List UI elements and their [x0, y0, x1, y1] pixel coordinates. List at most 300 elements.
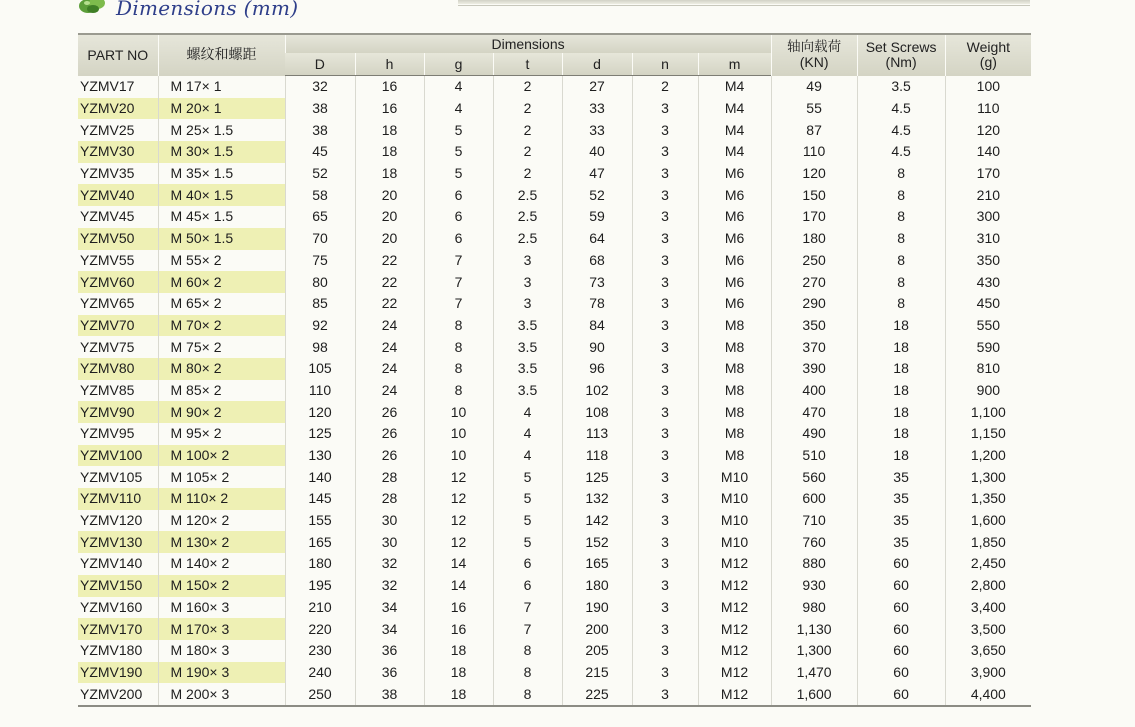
- cell-t: 8: [493, 640, 562, 662]
- cell-set-screws: 3.5: [857, 76, 945, 98]
- cell-D: 230: [285, 640, 355, 662]
- cell-D: 65: [285, 206, 355, 228]
- cell-thread: M 40× 1.5: [158, 184, 285, 206]
- col-header-axial-load: [771, 34, 857, 76]
- cell-set-screws: 18: [857, 423, 945, 445]
- cell-d: 125: [562, 466, 632, 488]
- cell-t: 6: [493, 553, 562, 575]
- cell-D: 120: [285, 401, 355, 423]
- cell-D: 45: [285, 141, 355, 163]
- cell-set-screws: 8: [857, 271, 945, 293]
- table-row: [78, 228, 1031, 250]
- cell-set-screws: 4.5: [857, 98, 945, 120]
- cell-weight: 3,500: [945, 618, 1031, 640]
- cell-set-screws: 4.5: [857, 141, 945, 163]
- cell-d: 108: [562, 401, 632, 423]
- table-row: [78, 315, 1031, 337]
- cell-weight: 110: [945, 98, 1031, 120]
- cell-thread: M 160× 3: [158, 597, 285, 619]
- table-row: [78, 488, 1031, 510]
- cell-thread: M 140× 2: [158, 553, 285, 575]
- cell-n: 3: [632, 119, 698, 141]
- table-row: [78, 575, 1031, 597]
- cell-d: 200: [562, 618, 632, 640]
- cell-D: 32: [285, 76, 355, 98]
- cell-n: 3: [632, 293, 698, 315]
- cell-h: 38: [355, 683, 424, 706]
- table-row: [78, 271, 1031, 293]
- cell-t: 5: [493, 531, 562, 553]
- cell-d: 64: [562, 228, 632, 250]
- cell-n: 3: [632, 380, 698, 402]
- cell-m: M6: [698, 250, 771, 272]
- cell-weight: 120: [945, 119, 1031, 141]
- col-header-d: d: [562, 53, 632, 76]
- cell-d: 33: [562, 119, 632, 141]
- cell-g: 10: [424, 401, 493, 423]
- col-header-h: h: [355, 53, 424, 76]
- cell-g: 8: [424, 336, 493, 358]
- cell-t: 7: [493, 618, 562, 640]
- cell-part-no: YZMV50: [78, 228, 158, 250]
- cell-thread: M 65× 2: [158, 293, 285, 315]
- table-row: [78, 141, 1031, 163]
- cell-part-no: YZMV190: [78, 662, 158, 684]
- col-header-D: D: [285, 53, 355, 76]
- cell-t: 4: [493, 423, 562, 445]
- cell-d: 47: [562, 163, 632, 185]
- cell-thread: M 17× 1: [158, 76, 285, 98]
- cell-axial-load: 110: [771, 141, 857, 163]
- cell-h: 32: [355, 553, 424, 575]
- cell-d: 52: [562, 184, 632, 206]
- cell-part-no: YZMV70: [78, 315, 158, 337]
- cell-t: 8: [493, 683, 562, 706]
- cell-set-screws: 60: [857, 640, 945, 662]
- cell-weight: 1,350: [945, 488, 1031, 510]
- cell-D: 92: [285, 315, 355, 337]
- cell-part-no: YZMV90: [78, 401, 158, 423]
- cell-axial-load: 150: [771, 184, 857, 206]
- top-divider-line: [458, 5, 1030, 6]
- table-row: [78, 510, 1031, 532]
- cell-t: 4: [493, 401, 562, 423]
- cell-d: 205: [562, 640, 632, 662]
- cell-axial-load: 930: [771, 575, 857, 597]
- cell-part-no: YZMV170: [78, 618, 158, 640]
- cell-set-screws: 18: [857, 380, 945, 402]
- cell-n: 3: [632, 575, 698, 597]
- set-screws-unit: (Nm): [885, 54, 917, 71]
- cell-axial-load: 510: [771, 445, 857, 467]
- cell-t: 3: [493, 250, 562, 272]
- cell-h: 30: [355, 531, 424, 553]
- table-row: [78, 466, 1031, 488]
- cell-g: 12: [424, 531, 493, 553]
- cell-thread: M 95× 2: [158, 423, 285, 445]
- cell-D: 195: [285, 575, 355, 597]
- cell-t: 2: [493, 98, 562, 120]
- cell-set-screws: 60: [857, 597, 945, 619]
- cell-n: 3: [632, 531, 698, 553]
- cell-h: 20: [355, 206, 424, 228]
- cell-weight: 450: [945, 293, 1031, 315]
- cell-h: 24: [355, 358, 424, 380]
- cell-set-screws: 35: [857, 531, 945, 553]
- cell-part-no: YZMV85: [80, 381, 135, 398]
- cell-d: 215: [562, 662, 632, 684]
- cell-thread: M 190× 3: [158, 662, 285, 684]
- cell-set-screws: 60: [857, 553, 945, 575]
- cell-weight: 430: [945, 271, 1031, 293]
- cell-thread: M 85× 2: [158, 380, 285, 402]
- cell-g: 8: [424, 380, 493, 402]
- cell-n: 3: [632, 228, 698, 250]
- cell-part-no: YZMV105: [80, 468, 143, 485]
- cell-D: 155: [285, 510, 355, 532]
- cell-d: 165: [562, 553, 632, 575]
- cell-m: M10: [698, 510, 771, 532]
- cell-g: 8: [424, 358, 493, 380]
- cell-D: 125: [285, 423, 355, 445]
- cell-h: 24: [355, 380, 424, 402]
- cell-axial-load: 710: [771, 510, 857, 532]
- cell-thread: M 130× 2: [158, 531, 285, 553]
- cell-m: M8: [698, 380, 771, 402]
- cell-weight: 210: [945, 184, 1031, 206]
- table-row: [78, 597, 1031, 619]
- cell-g: 7: [424, 271, 493, 293]
- cell-n: 3: [632, 271, 698, 293]
- cell-part-no: YZMV150: [78, 575, 158, 597]
- table-row: [78, 76, 1031, 98]
- table-row: [78, 380, 1031, 402]
- col-header-dimensions: Dimensions: [285, 34, 771, 53]
- cell-n: 3: [632, 510, 698, 532]
- cell-part-no: YZMV40: [78, 184, 158, 206]
- table-row: [78, 206, 1031, 228]
- cell-n: 2: [632, 76, 698, 98]
- header-row-top: [78, 34, 1031, 53]
- cell-g: 8: [424, 315, 493, 337]
- cell-h: 26: [355, 445, 424, 467]
- cell-weight: 1,850: [945, 531, 1031, 553]
- cell-set-screws: 18: [857, 336, 945, 358]
- cell-thread: M 180× 3: [158, 640, 285, 662]
- cell-part-no: YZMV20: [78, 98, 158, 120]
- cell-D: 220: [285, 618, 355, 640]
- cell-m: M12: [698, 683, 771, 706]
- cell-set-screws: 18: [857, 358, 945, 380]
- cell-h: 24: [355, 315, 424, 337]
- col-header-m: m: [698, 53, 771, 76]
- cell-part-no: YZMV160: [80, 598, 143, 615]
- cell-n: 3: [632, 640, 698, 662]
- axial-load-unit: (KN): [799, 54, 829, 71]
- cell-n: 3: [632, 184, 698, 206]
- cell-axial-load: 600: [771, 488, 857, 510]
- cell-part-no: YZMV17: [80, 78, 135, 95]
- cell-d: 180: [562, 575, 632, 597]
- cell-axial-load: 370: [771, 336, 857, 358]
- cell-h: 34: [355, 597, 424, 619]
- cell-weight: 1,300: [945, 466, 1031, 488]
- cell-d: 225: [562, 683, 632, 706]
- cell-h: 20: [355, 184, 424, 206]
- cell-thread: M 45× 1.5: [158, 206, 285, 228]
- cell-set-screws: 60: [857, 683, 945, 706]
- set-screws-label: Set Screws: [865, 39, 937, 56]
- cell-d: 84: [562, 315, 632, 337]
- col-header-set-screws: [857, 34, 945, 76]
- cell-part-no: YZMV25: [80, 121, 135, 138]
- cell-g: 6: [424, 228, 493, 250]
- cell-set-screws: 60: [857, 575, 945, 597]
- cell-part-no: YZMV75: [80, 338, 135, 355]
- cell-weight: 3,400: [945, 597, 1031, 619]
- cell-part-no: YZMV45: [80, 208, 135, 225]
- col-header-weight: [945, 34, 1031, 76]
- cell-t: 7: [493, 597, 562, 619]
- cell-D: 165: [285, 531, 355, 553]
- cell-D: 38: [285, 119, 355, 141]
- cell-n: 3: [632, 466, 698, 488]
- cell-axial-load: 290: [771, 293, 857, 315]
- cell-thread: M 75× 2: [158, 336, 285, 358]
- cell-n: 3: [632, 423, 698, 445]
- cell-d: 33: [562, 98, 632, 120]
- cell-weight: 1,200: [945, 445, 1031, 467]
- cell-t: 5: [493, 466, 562, 488]
- cell-m: M12: [698, 640, 771, 662]
- cell-m: M6: [698, 271, 771, 293]
- cell-g: 5: [424, 141, 493, 163]
- col-header-thread: 螺纹和螺距: [158, 34, 285, 76]
- cell-h: 28: [355, 488, 424, 510]
- cell-n: 3: [632, 488, 698, 510]
- cell-g: 16: [424, 597, 493, 619]
- cell-t: 5: [493, 510, 562, 532]
- cell-set-screws: 4.5: [857, 119, 945, 141]
- cell-axial-load: 180: [771, 228, 857, 250]
- cell-d: 40: [562, 141, 632, 163]
- cell-m: M12: [698, 575, 771, 597]
- cell-t: 2: [493, 119, 562, 141]
- cell-h: 22: [355, 250, 424, 272]
- table-row: [78, 98, 1031, 120]
- cell-m: M6: [698, 163, 771, 185]
- cell-axial-load: 120: [771, 163, 857, 185]
- cell-axial-load: 1,300: [771, 640, 857, 662]
- cell-thread: M 55× 2: [158, 250, 285, 272]
- cell-n: 3: [632, 358, 698, 380]
- cell-d: 142: [562, 510, 632, 532]
- cell-g: 6: [424, 206, 493, 228]
- cell-h: 18: [355, 119, 424, 141]
- cell-part-no: YZMV100: [78, 445, 158, 467]
- cell-D: 240: [285, 662, 355, 684]
- cell-set-screws: 18: [857, 315, 945, 337]
- cell-axial-load: 350: [771, 315, 857, 337]
- cell-set-screws: 8: [857, 163, 945, 185]
- cell-g: 16: [424, 618, 493, 640]
- cell-t: 5: [493, 488, 562, 510]
- cell-thread: M 110× 2: [158, 488, 285, 510]
- cell-g: 18: [424, 662, 493, 684]
- cell-g: 7: [424, 250, 493, 272]
- cell-n: 3: [632, 98, 698, 120]
- cell-n: 3: [632, 445, 698, 467]
- cell-D: 80: [285, 271, 355, 293]
- cell-h: 36: [355, 640, 424, 662]
- cell-part-no: YZMV120: [80, 512, 143, 529]
- cell-D: 140: [285, 466, 355, 488]
- cell-n: 3: [632, 401, 698, 423]
- cell-thread: M 30× 1.5: [158, 141, 285, 163]
- cell-weight: 100: [945, 76, 1031, 98]
- cell-t: 2.5: [493, 184, 562, 206]
- cell-D: 145: [285, 488, 355, 510]
- cell-n: 3: [632, 597, 698, 619]
- cell-d: 90: [562, 336, 632, 358]
- cell-set-screws: 35: [857, 510, 945, 532]
- cell-axial-load: 400: [771, 380, 857, 402]
- cell-m: M10: [698, 466, 771, 488]
- cell-h: 28: [355, 466, 424, 488]
- cell-part-no: YZMV110: [78, 488, 158, 510]
- col-header-n: n: [632, 53, 698, 76]
- cell-m: M12: [698, 618, 771, 640]
- cell-h: 20: [355, 228, 424, 250]
- cell-part-no: YZMV30: [78, 141, 158, 163]
- cell-m: M6: [698, 184, 771, 206]
- cell-D: 180: [285, 553, 355, 575]
- cell-n: 3: [632, 683, 698, 706]
- cell-t: 3.5: [493, 380, 562, 402]
- cell-D: 58: [285, 184, 355, 206]
- cell-d: 152: [562, 531, 632, 553]
- cell-D: 70: [285, 228, 355, 250]
- cell-g: 14: [424, 575, 493, 597]
- cell-thread: M 50× 1.5: [158, 228, 285, 250]
- cell-weight: 4,400: [945, 683, 1031, 706]
- cell-n: 3: [632, 336, 698, 358]
- cell-m: M12: [698, 597, 771, 619]
- table-row: [78, 618, 1031, 640]
- cell-t: 2.5: [493, 206, 562, 228]
- cell-h: 32: [355, 575, 424, 597]
- cell-weight: 900: [945, 380, 1031, 402]
- cell-thread: M 120× 2: [158, 510, 285, 532]
- top-divider: [458, 0, 1030, 4]
- cell-thread: M 200× 3: [158, 683, 285, 706]
- cell-t: 2: [493, 141, 562, 163]
- cell-thread: M 60× 2: [158, 271, 285, 293]
- cell-part-no: YZMV140: [80, 555, 143, 572]
- cell-g: 4: [424, 98, 493, 120]
- cell-g: 6: [424, 184, 493, 206]
- cell-weight: 140: [945, 141, 1031, 163]
- leaf-icon: [78, 0, 108, 18]
- cell-g: 14: [424, 553, 493, 575]
- cell-D: 52: [285, 163, 355, 185]
- cell-set-screws: 8: [857, 250, 945, 272]
- cell-m: M4: [698, 98, 771, 120]
- table-row: [78, 531, 1031, 553]
- cell-m: M12: [698, 553, 771, 575]
- cell-d: 190: [562, 597, 632, 619]
- cell-n: 3: [632, 553, 698, 575]
- cell-part-no: YZMV180: [80, 642, 143, 659]
- cell-m: M4: [698, 141, 771, 163]
- cell-t: 3.5: [493, 358, 562, 380]
- cell-part-no: YZMV35: [80, 165, 135, 182]
- table-row: [78, 184, 1031, 206]
- cell-thread: M 25× 1.5: [158, 119, 285, 141]
- cell-weight: 310: [945, 228, 1031, 250]
- cell-weight: 1,100: [945, 401, 1031, 423]
- cell-axial-load: 55: [771, 98, 857, 120]
- cell-axial-load: 880: [771, 553, 857, 575]
- cell-axial-load: 560: [771, 466, 857, 488]
- cell-D: 210: [285, 597, 355, 619]
- cell-g: 12: [424, 488, 493, 510]
- cell-D: 85: [285, 293, 355, 315]
- axial-load-label: 轴向载荷: [787, 39, 842, 56]
- cell-m: M6: [698, 228, 771, 250]
- cell-t: 2: [493, 163, 562, 185]
- cell-n: 3: [632, 618, 698, 640]
- cell-thread: M 35× 1.5: [158, 163, 285, 185]
- cell-set-screws: 8: [857, 293, 945, 315]
- cell-g: 10: [424, 423, 493, 445]
- cell-set-screws: 8: [857, 206, 945, 228]
- cell-axial-load: 470: [771, 401, 857, 423]
- cell-axial-load: 980: [771, 597, 857, 619]
- col-header-part-no: PART NO: [78, 34, 158, 76]
- cell-h: 18: [355, 141, 424, 163]
- weight-label: Weight: [966, 39, 1010, 56]
- cell-part-no: YZMV65: [80, 295, 135, 312]
- cell-thread: M 100× 2: [158, 445, 285, 467]
- section-title: Dimensions (mm): [116, 0, 299, 20]
- cell-thread: M 70× 2: [158, 315, 285, 337]
- cell-axial-load: 490: [771, 423, 857, 445]
- cell-m: M8: [698, 358, 771, 380]
- cell-m: M10: [698, 488, 771, 510]
- cell-t: 3: [493, 271, 562, 293]
- cell-t: 3: [493, 293, 562, 315]
- cell-m: M8: [698, 315, 771, 337]
- cell-m: M8: [698, 445, 771, 467]
- cell-m: M8: [698, 423, 771, 445]
- cell-weight: 3,900: [945, 662, 1031, 684]
- cell-g: 5: [424, 163, 493, 185]
- cell-h: 16: [355, 76, 424, 98]
- cell-axial-load: 1,600: [771, 683, 857, 706]
- cell-h: 24: [355, 336, 424, 358]
- cell-t: 8: [493, 662, 562, 684]
- cell-axial-load: 390: [771, 358, 857, 380]
- cell-D: 110: [285, 380, 355, 402]
- cell-h: 16: [355, 98, 424, 120]
- cell-axial-load: 170: [771, 206, 857, 228]
- table-row: [78, 119, 1031, 141]
- cell-t: 2: [493, 76, 562, 98]
- cell-thread: M 105× 2: [158, 466, 285, 488]
- cell-g: 5: [424, 119, 493, 141]
- dimensions-table: [78, 33, 1031, 707]
